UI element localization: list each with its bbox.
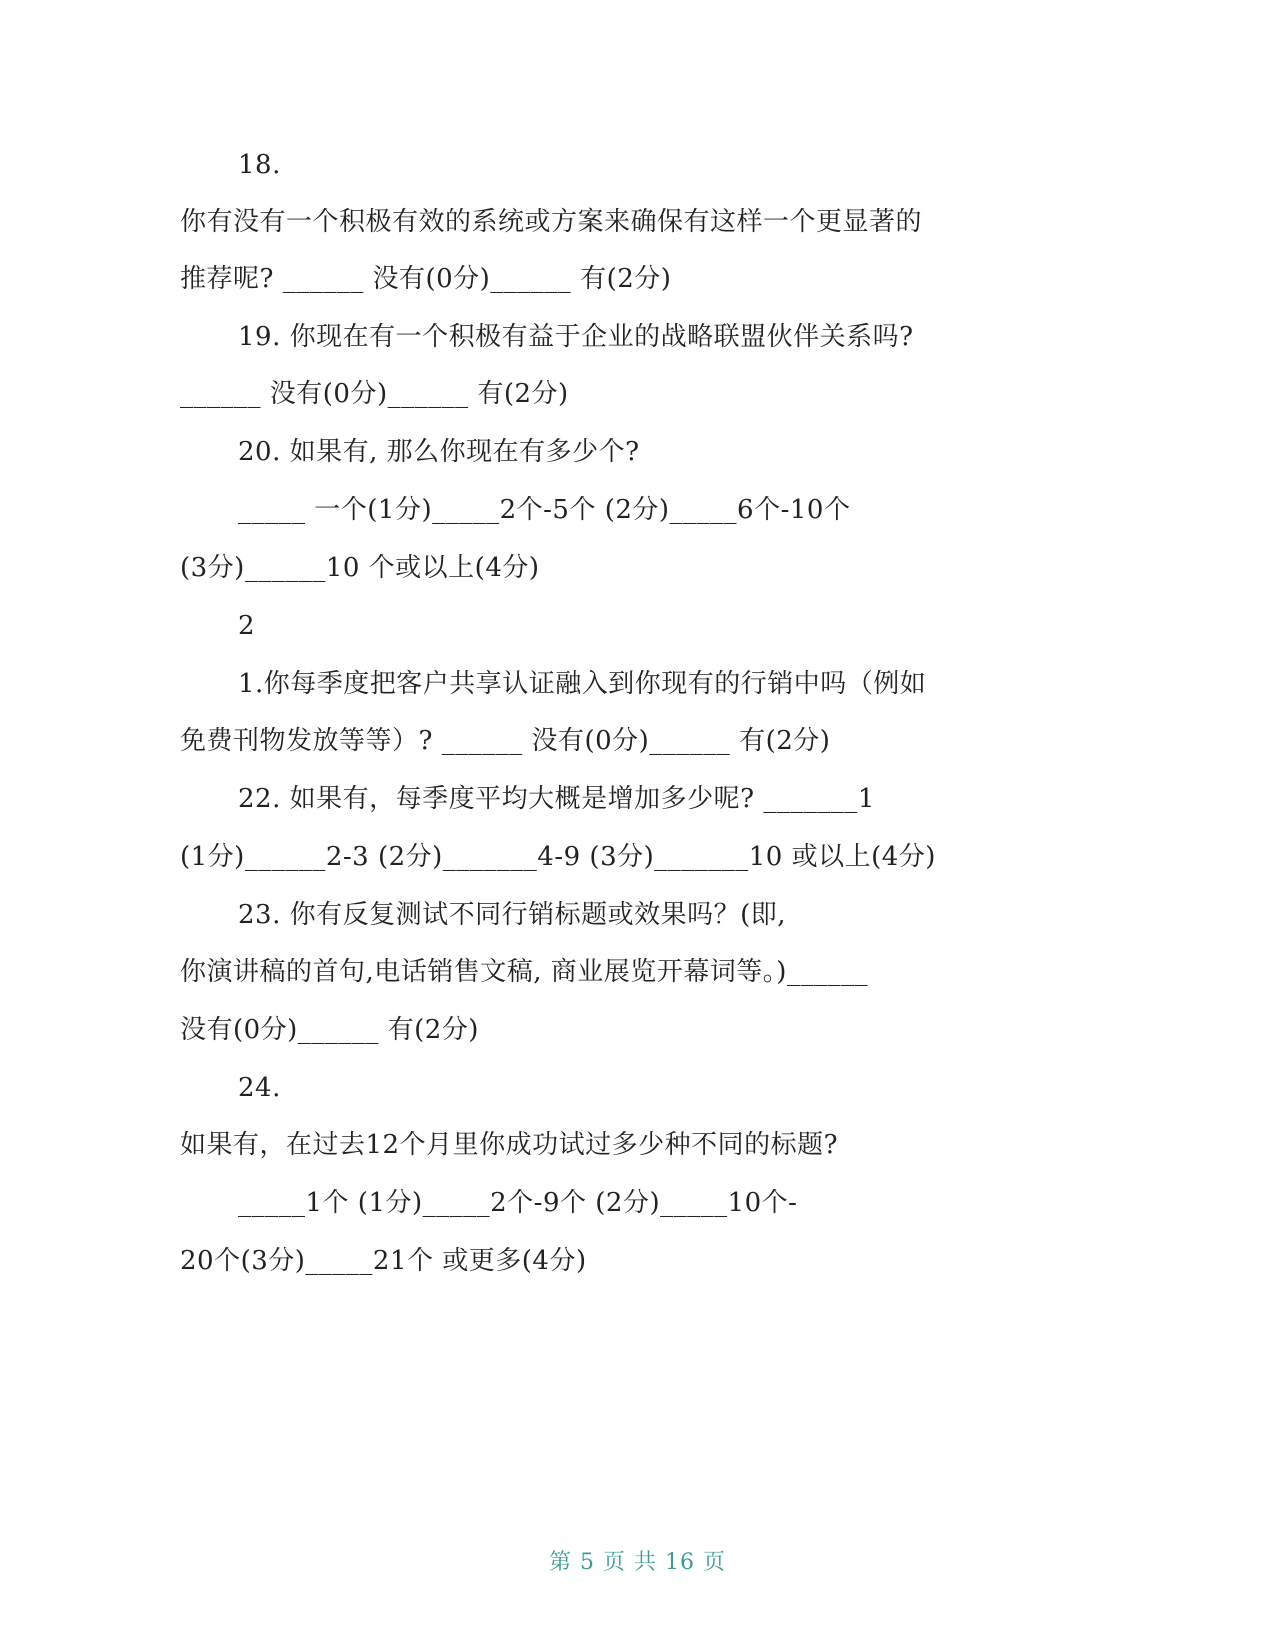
- question-24-options-1: _____1个 (1分)_____2个-9个 (2分)_____10个-: [238, 1188, 798, 1218]
- question-23-text-2: 你演讲稿的首句,电话销售文稿, 商业展览开幕词等。)______: [180, 957, 868, 987]
- question-19-text: 19. 你现在有一个积极有益于企业的战略联盟伙伴关系吗?: [238, 322, 914, 352]
- question-18-options: 推荐呢? ______ 没有(0分)______ 有(2分): [180, 264, 672, 294]
- question-22-options: (1分)______2-3 (2分)_______4-9 (3分)_______10 或以上(4分): [180, 842, 936, 872]
- question-23-text: 23. 你有反复测试不同行销标题或效果吗？(即,: [238, 900, 787, 930]
- question-20-options-1: _____ 一个(1分)_____2个-5个 (2分)_____6个-10个: [238, 495, 851, 525]
- question-24-text: 如果有，在过去12个月里你成功试过多少种不同的标题?: [180, 1130, 839, 1160]
- question-20-options-2: (3分)______10 个或以上(4分): [180, 553, 540, 583]
- question-18-text: 你有没有一个积极有效的系统或方案来确保有这样一个更显著的: [180, 207, 923, 237]
- question-21-options: 免费刊物发放等等）? ______ 没有(0分)______ 有(2分): [180, 726, 831, 756]
- question-18-number: 18.: [238, 150, 281, 180]
- question-22-text: 22. 如果有，每季度平均大概是增加多少呢? _______1: [238, 784, 875, 814]
- page-footer: 第 5 页 共 16 页: [549, 1550, 726, 1575]
- question-23-options: 没有(0分)______ 有(2分): [180, 1015, 479, 1045]
- question-21-number-part: 2: [238, 611, 256, 641]
- question-24-number: 24.: [238, 1073, 281, 1103]
- question-21-text: 1.你每季度把客户共享认证融入到你现有的行销中吗（例如: [238, 669, 927, 699]
- question-19-options: ______ 没有(0分)______ 有(2分): [180, 379, 569, 409]
- question-20-text: 20. 如果有, 那么你现在有多少个?: [238, 437, 640, 467]
- question-24-options-2: 20个(3分)_____21个 或更多(4分): [180, 1246, 587, 1276]
